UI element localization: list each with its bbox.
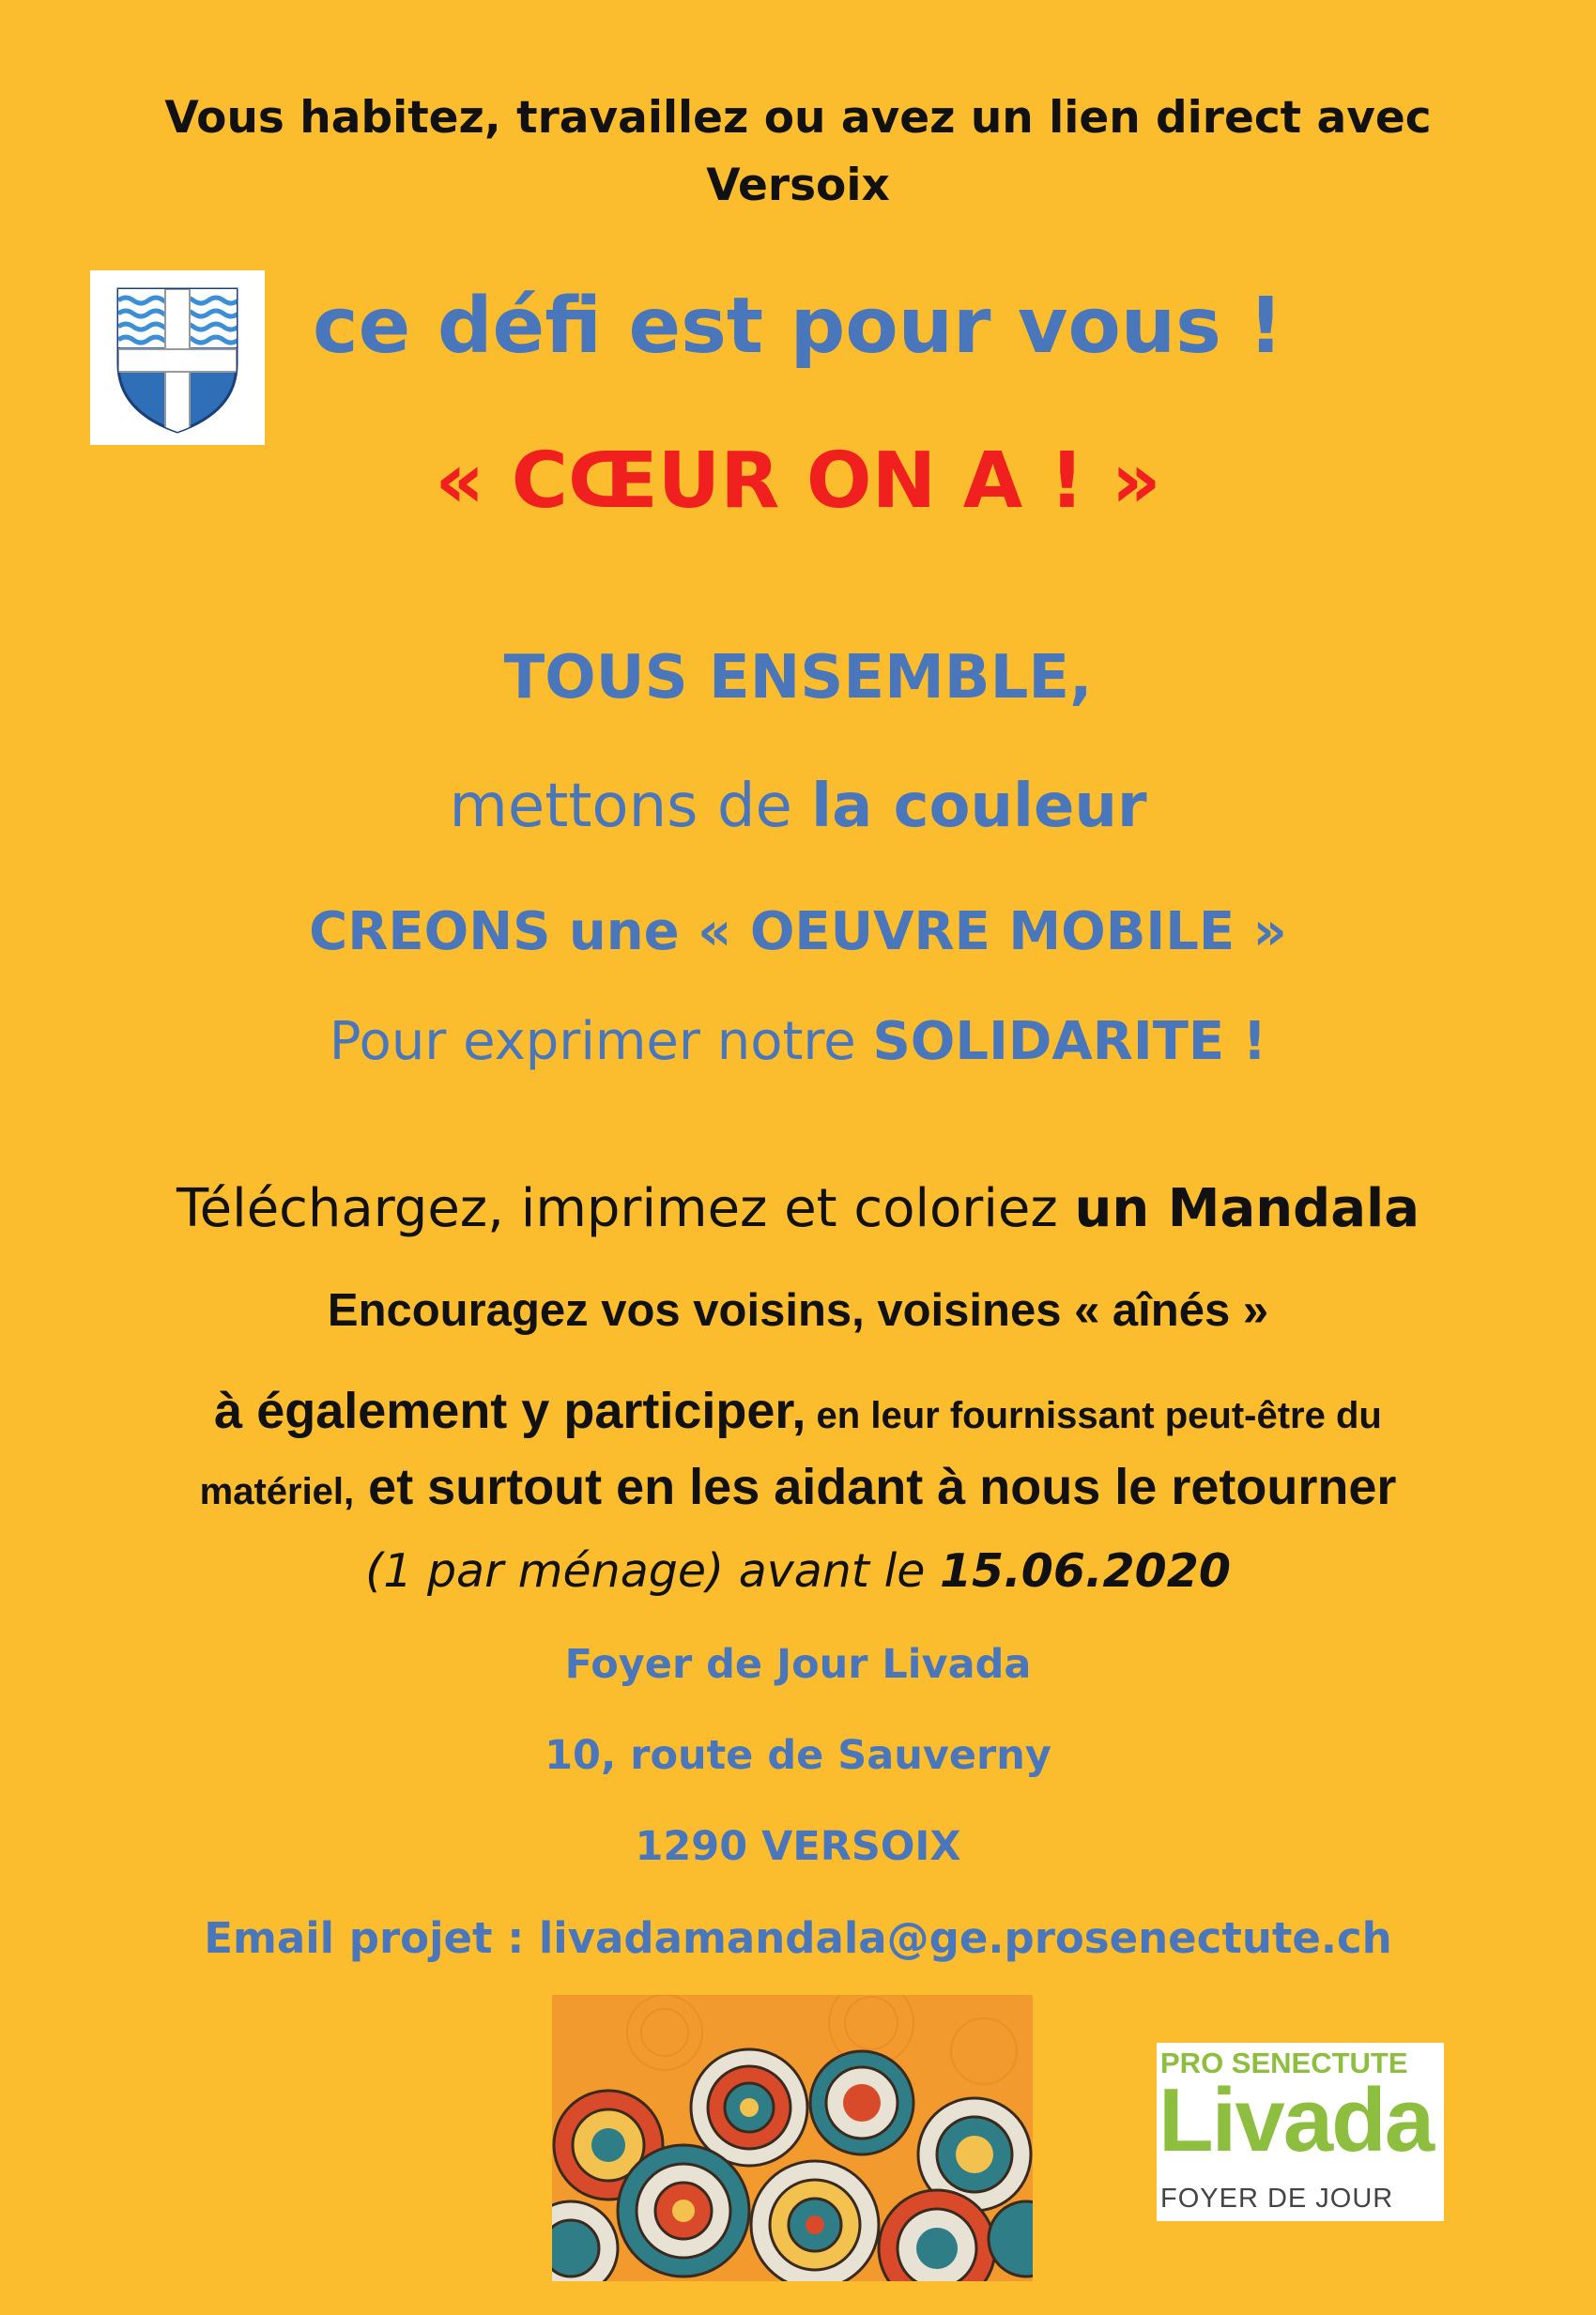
address-city: 1290 VERSOIX: [635, 1823, 961, 1870]
solidarity-line: [0, 1011, 1596, 1072]
solidarity-pre: Pour exprimer notre: [329, 1011, 873, 1072]
participate-big-1: à également y participer,: [214, 1383, 806, 1439]
email-line[interactable]: Email projet : livadamandala@ge.prosenectute.ch: [204, 1913, 1392, 1963]
download-line: [0, 1178, 1596, 1239]
address-name: Foyer de Jour Livada: [564, 1641, 1032, 1688]
logo-top-text: PRO SENECTUTE: [1160, 2047, 1408, 2079]
deadline-pre: (1 par ménage) avant le: [365, 1544, 940, 1598]
download-bold: un Mandala: [1074, 1178, 1420, 1239]
color-line: [0, 772, 1596, 841]
deadline-line: [0, 1544, 1596, 1598]
participate-big-2: et surtout en les aidant à nous le retourner: [354, 1459, 1397, 1515]
intro-line-1: Vous habitez, travaillez ou avez un lien direct avec: [164, 92, 1432, 144]
deadline-date: 15.06.2020: [939, 1544, 1231, 1598]
pro-senectute-livada-logo: [1157, 2043, 1444, 2221]
participate-paragraph: [0, 1375, 1596, 1527]
slogan-heading: « CŒUR ON A ! »: [435, 437, 1161, 526]
color-line-pre: mettons de: [449, 772, 812, 841]
solidarity-bold: SOLIDARITE !: [872, 1011, 1267, 1072]
intro-line-2: Versoix: [706, 160, 890, 211]
intro-text: [0, 84, 1596, 220]
color-line-bold: la couleur: [811, 772, 1147, 841]
download-pre: Téléchargez, imprimez et coloriez: [176, 1178, 1075, 1239]
encourage-line: Encouragez vos voisins, voisines « aînés »: [327, 1285, 1269, 1336]
together-heading: TOUS ENSEMBLE,: [503, 643, 1093, 713]
logo-sub-text: FOYER DE JOUR: [1160, 2184, 1394, 2214]
challenge-heading: ce défi est pour vous !: [313, 282, 1283, 371]
participate-small-1: en leur fournissant peut-être du: [806, 1395, 1382, 1436]
create-line: CREONS une « OEUVRE MOBILE »: [309, 901, 1287, 962]
mandala-illustration: [552, 1995, 1033, 2281]
address-street: 10, route de Sauverny: [545, 1732, 1051, 1779]
logo-name-text: Livada: [1159, 2070, 1434, 2170]
participate-small-2: matériel,: [199, 1471, 355, 1512]
